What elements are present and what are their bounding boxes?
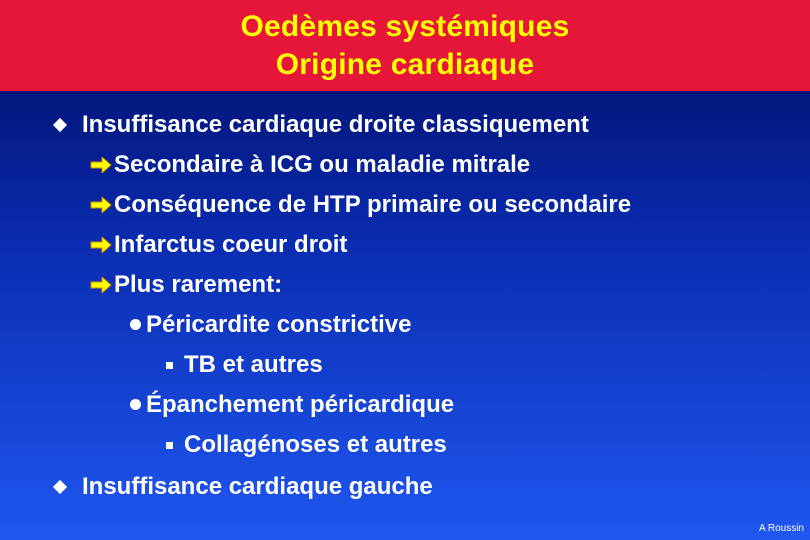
bullet-text: Collagénoses et autres — [184, 431, 447, 458]
slide-title-line-2: Origine cardiaque — [275, 47, 535, 81]
square-icon — [166, 362, 173, 369]
diamond-icon — [53, 118, 67, 132]
bullet-item-7 — [166, 350, 323, 380]
bullet-item-3 — [90, 190, 631, 220]
square-icon — [166, 442, 173, 449]
arrow-right-icon — [90, 277, 112, 293]
bullet-text: Plus rarement: — [114, 271, 283, 298]
dot-icon — [130, 319, 141, 330]
slide-title-line-1: Oedèmes systémiques — [240, 9, 570, 43]
bullet-item-5 — [90, 270, 282, 300]
bullet-text: Infarctus coeur droit — [114, 231, 348, 258]
bullet-text: TB et autres — [184, 351, 323, 378]
bullet-item-1 — [52, 110, 589, 140]
arrow-right-icon — [90, 157, 112, 173]
bullet-item-6 — [130, 310, 411, 340]
diamond-icon — [53, 480, 67, 494]
bullet-text: Épanchement péricardique — [146, 391, 455, 418]
bullet-text: Insuffisance cardiaque gauche — [82, 473, 433, 500]
arrow-right-icon — [90, 237, 112, 253]
bullet-item-4 — [90, 230, 347, 260]
dot-icon — [130, 399, 141, 410]
bullet-item-10 — [52, 472, 433, 502]
bullet-item-2 — [90, 150, 530, 180]
bullet-text: Insuffisance cardiaque droite classiquement — [82, 111, 589, 138]
arrow-right-icon — [90, 197, 112, 213]
bullet-item-8 — [130, 390, 454, 420]
bullet-item-9 — [166, 430, 447, 460]
bullet-text: Conséquence de HTP primaire ou secondaire — [114, 191, 632, 218]
title-bar — [0, 0, 810, 91]
bullet-text: Secondaire à ICG ou maladie mitrale — [114, 151, 531, 178]
author-credit: A Roussin — [758, 523, 804, 534]
bullet-text: Péricardite constrictive — [146, 311, 412, 338]
